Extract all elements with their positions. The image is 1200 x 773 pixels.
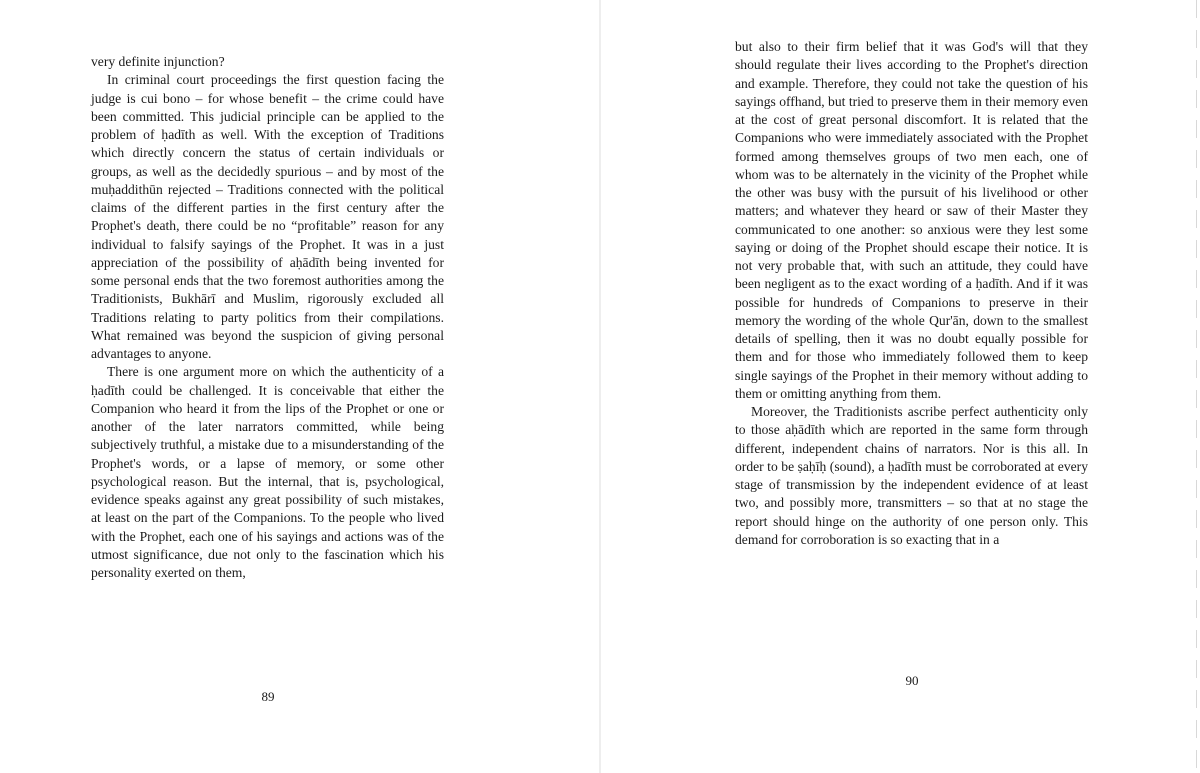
left-page-number: 89: [261, 689, 275, 704]
right-page-number: 90: [905, 673, 919, 688]
left-paragraph-3: There is one argument more on which the authenticity of a ḥadīth could be challenged. It is conceivable that either the Companion who heard it from the lips of the Prophet or one or another of the later narrators committed, while being subjectively truthful, a mistake due to a misunderstanding of the Prophet's words, or a lapse of memory, or some other psychological reason. But the internal, that is, psychological, evidence speaks against any great possibility of such mistakes, at least on the part of the Companions. To the people who lived with the Prophet, each one of his sayings and actions was of the utmost significance, due not only to the fascination which his personality exerted on them,: [91, 364, 444, 580]
left-page-text: [91, 53, 444, 582]
left-page: [0, 0, 599, 773]
left-paragraph-2: In criminal court proceedings the first question facing the judge is cui bono – for whose benefit – the crime could have been committed. This judicial principle can be applied to the problem of ḥadīth as well. With the exception of Traditions which directly concern the status of certain individuals or groups, as well as the decidedly spurious – and by most of the muḥaddithūn rejected – Traditions connected with the political claims of the different parties in the first century after the Prophet's death, there could be no “profitable” reason for any individual to falsify sayings of the Prophet. It was in a just appreciation of the possibility of aḥādīth being invented for some personal ends that the two foremost authorities among the Traditionists, Bukhārī and Muslim, rigorously excluded all Traditions relating to party politics from their compilations. What remained was beyond the suspicion of giving personal advantages to anyone.: [91, 72, 444, 361]
right-paragraph-1: but also to their firm belief that it was God's will that they should regulate their lives according to the Prophet's direction and example. Therefore, they could not take the question of his sayings offhand, but tried to preserve them in their memory even at the cost of great personal discomfort. It is related that the Companions who were immediately associated with the Prophet formed among themselves groups of two men each, one of whom was to be alternately in the vicinity of the Prophet while the other was busy with the pursuit of his livelihood or other matters; and whatever they heard or saw of their Master they communicated to one another: so anxious were they lest some saying or doing of the Prophet should escape their notice. It is not very probable that, with such an attitude, they could have been negligent as to the exact wording of a ḥadīth. And if it was possible for hundreds of Companions to preserve in their memory the wording of the whole Qur'ān, down to the smallest details of spelling, then it was no doubt equally possible for them and for those who immediately followed them to keep single sayings of the Prophet in their memory without adding to them or omitting anything from them.: [735, 39, 1088, 401]
page-edge-mark: [1196, 0, 1197, 773]
left-paragraph-1: very definite injunction?: [91, 54, 225, 69]
right-page: [601, 0, 1200, 773]
right-page-text: [735, 38, 1088, 549]
right-paragraph-2: Moreover, the Traditionists ascribe perfect authenticity only to those aḥādīth which are reported in the same form through different, independent chains of narrators. Nor is this all. In order to be ṣaḥīḥ (sound), a ḥadīth must be corroborated at every stage of transmission by the independent evidence of at least two, and possibly more, transmitters – so that at no stage the report should hinge on the authority of one person only. This demand for corroboration is so exacting that in a: [735, 404, 1088, 547]
